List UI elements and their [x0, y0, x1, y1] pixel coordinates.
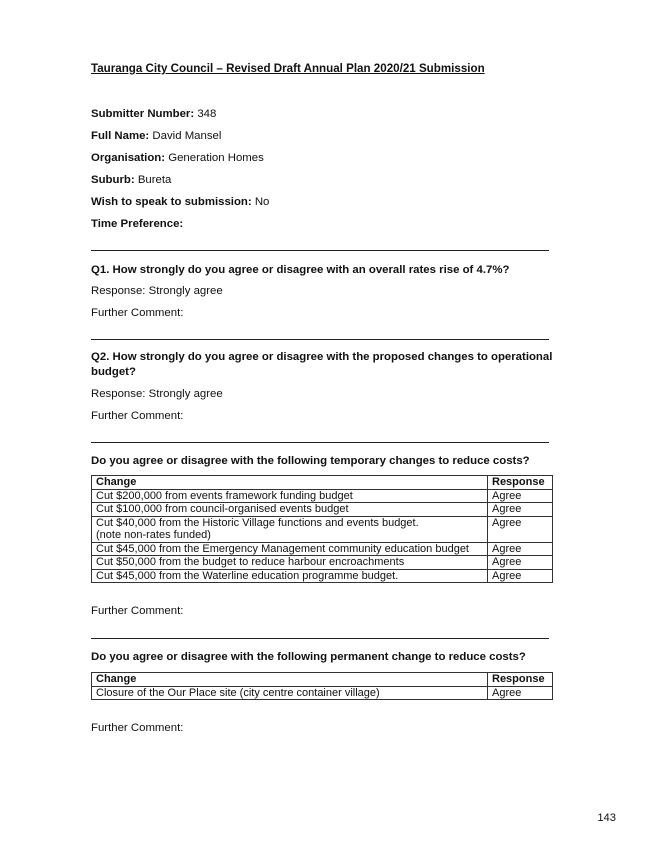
response-cell: Agree: [488, 569, 553, 583]
temporary-further-comment: Further Comment:: [91, 605, 184, 617]
divider: [91, 442, 549, 443]
time-preference-label: Time Preference:: [91, 218, 184, 230]
temporary-changes-question: Do you agree or disagree with the following temporary changes to reduce costs?: [91, 455, 530, 467]
table-row: [92, 556, 553, 570]
divider: [91, 638, 549, 639]
table-row: [92, 569, 553, 583]
column-header-change: Change: [92, 476, 488, 490]
change-cell: Cut $100,000 from council-organised events budget: [92, 503, 488, 517]
change-cell: Cut $50,000 from the budget to reduce harbour encroachments: [92, 556, 488, 570]
response-cell: Agree: [488, 556, 553, 570]
suburb-value: Bureta: [137, 174, 172, 186]
submitter-number-label: Submitter Number:: [91, 108, 195, 120]
divider: [91, 339, 549, 340]
change-cell-note: (note non-rates funded): [96, 529, 211, 541]
organisation-label: Organisation:: [91, 152, 166, 164]
change-cell: [92, 516, 488, 542]
submitter-number-field: [91, 108, 216, 120]
q1-further-comment: Further Comment:: [91, 307, 184, 319]
response-cell: Agree: [488, 686, 553, 700]
table-header-row: [92, 476, 553, 490]
q1-response: Response: Strongly agree: [91, 285, 223, 297]
change-cell: Cut $45,000 from the Emergency Management community education budget: [92, 542, 488, 556]
divider: [91, 250, 549, 251]
table-row: [92, 489, 553, 503]
speak-value: No: [254, 196, 270, 208]
document-title: Tauranga City Council – Revised Draft Annual Plan 2020/21 Submission: [91, 62, 485, 75]
page-number: 143: [597, 812, 616, 824]
permanent-change-question: Do you agree or disagree with the following permanent change to reduce costs?: [91, 651, 526, 663]
suburb-label: Suburb:: [91, 174, 135, 186]
speak-field: [91, 196, 269, 208]
column-header-response: Response: [488, 673, 553, 687]
table-row: [92, 503, 553, 517]
q1-question: Q1. How strongly do you agree or disagree with an overall rates rise of 4.7%?: [91, 264, 510, 276]
submitter-number-value: 348: [197, 108, 217, 120]
organisation-field: [91, 152, 264, 164]
table-row: [92, 516, 553, 542]
table-row: [92, 542, 553, 556]
q2-question: Q2. How strongly do you agree or disagree with the proposed changes to operational budget?: [91, 351, 553, 378]
table-row: [92, 686, 553, 700]
change-cell: Cut $200,000 from events framework funding budget: [92, 489, 488, 503]
change-cell: Cut $45,000 from the Waterline education programme budget.: [92, 569, 488, 583]
permanent-change-table: [91, 672, 553, 700]
temporary-changes-table: [91, 475, 553, 583]
full-name-value: David Mansel: [152, 130, 222, 142]
column-header-change: Change: [92, 673, 488, 687]
column-header-response: Response: [488, 476, 553, 490]
suburb-field: [91, 174, 171, 186]
full-name-field: [91, 130, 221, 142]
response-cell: Agree: [488, 516, 553, 542]
change-cell: Closure of the Our Place site (city centre container village): [92, 686, 488, 700]
speak-label: Wish to speak to submission:: [91, 196, 252, 208]
permanent-further-comment: Further Comment:: [91, 722, 184, 734]
response-cell: Agree: [488, 489, 553, 503]
q2-response: Response: Strongly agree: [91, 388, 223, 400]
table-header-row: [92, 673, 553, 687]
time-preference-field: [91, 218, 183, 230]
organisation-value: Generation Homes: [168, 152, 264, 164]
change-cell-line: Cut $40,000 from the Historic Village functions and events budget.: [96, 516, 419, 529]
response-cell: Agree: [488, 542, 553, 556]
response-cell: Agree: [488, 503, 553, 517]
full-name-label: Full Name:: [91, 130, 150, 142]
q2-further-comment: Further Comment:: [91, 410, 184, 422]
